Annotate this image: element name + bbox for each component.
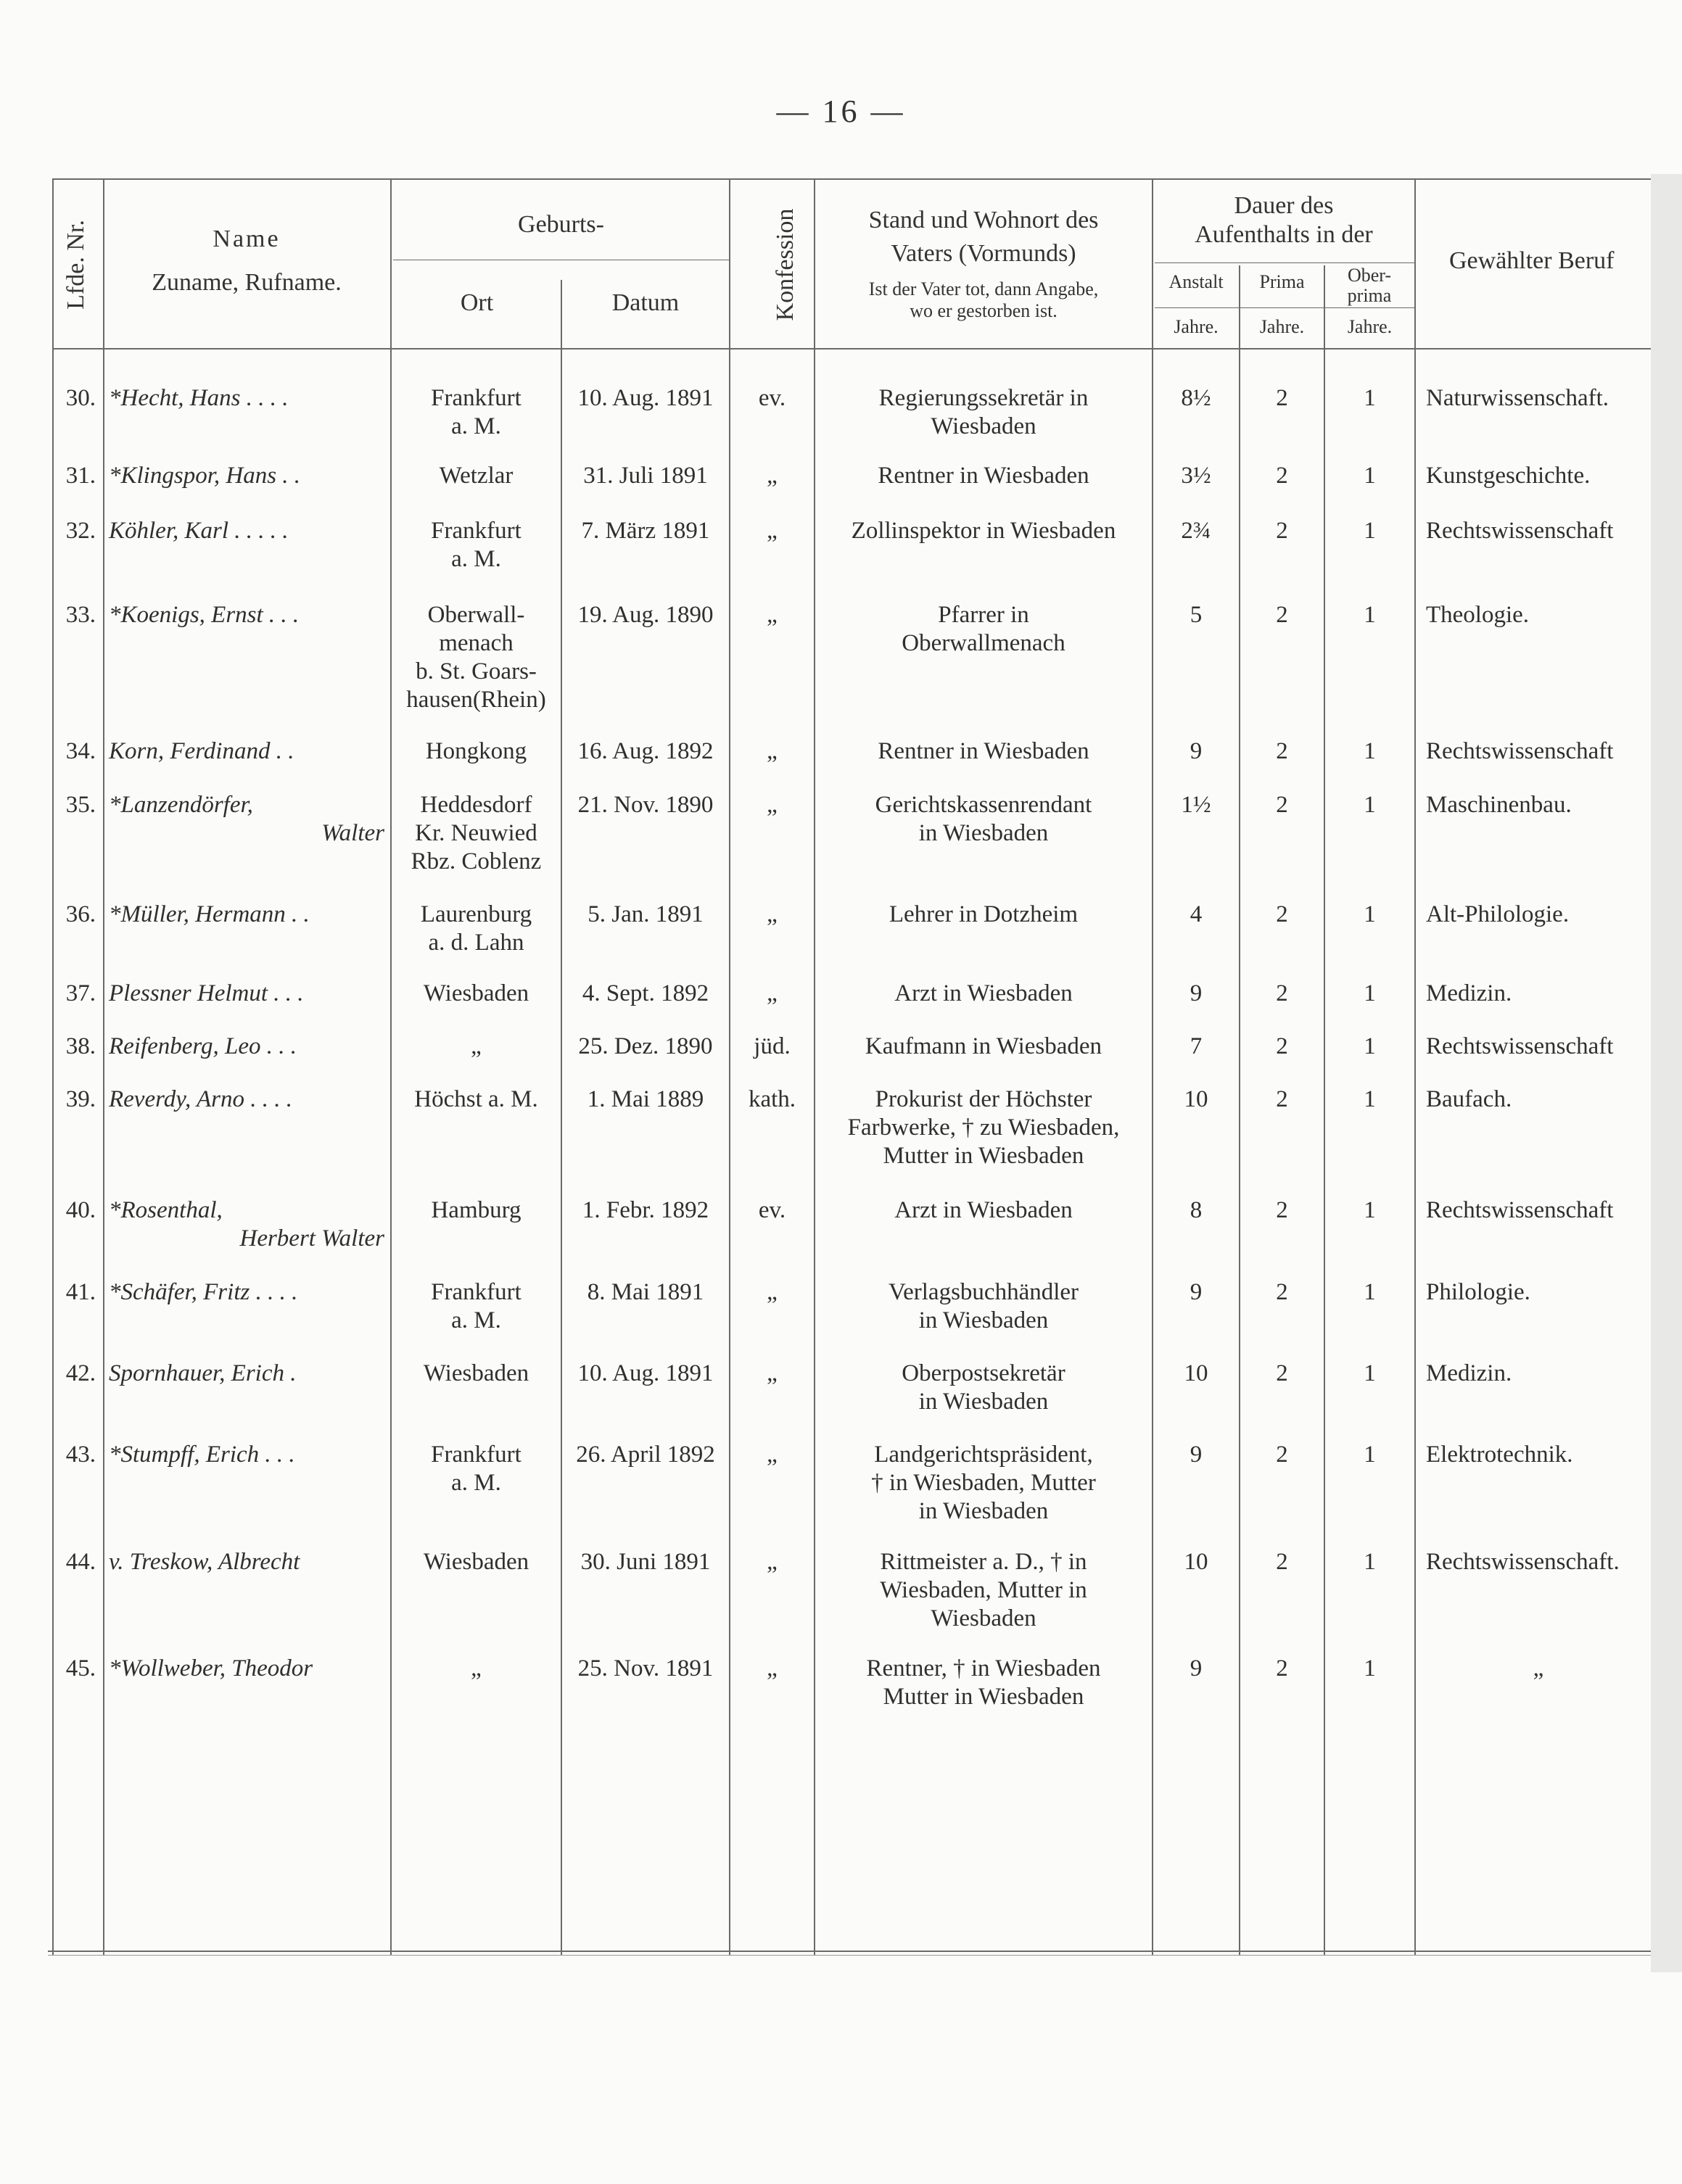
row-37-oberprima: 1 bbox=[1364, 980, 1376, 1006]
row-42-prima: 2 bbox=[1276, 1360, 1288, 1386]
row-45-beruf: „ bbox=[1533, 1655, 1544, 1682]
row-35-konf: „ bbox=[767, 792, 778, 818]
row-35-anstalt: 1½ bbox=[1181, 792, 1211, 818]
row-44-anstalt: 10 bbox=[1184, 1549, 1208, 1575]
row-37-name: Plessner Helmut . . . bbox=[109, 980, 304, 1006]
row-31-stand: Rentner in Wiesbaden bbox=[878, 463, 1089, 489]
row-45-prima: 2 bbox=[1276, 1655, 1288, 1682]
page-number: — 16 — bbox=[776, 94, 906, 129]
row-36-name: *Müller, Hermann . . bbox=[109, 901, 310, 927]
row-31-nr: 31. bbox=[65, 463, 96, 489]
row-41-datum: 8. Mai 1891 bbox=[587, 1279, 704, 1305]
row-41-oberprima: 1 bbox=[1364, 1279, 1376, 1305]
row-33-stand: Pfarrer in Oberwallmenach bbox=[902, 602, 1065, 656]
header-prima: Prima bbox=[1259, 271, 1305, 292]
row-35-prima: 2 bbox=[1276, 792, 1288, 818]
row-34-ort: Hongkong bbox=[425, 738, 527, 764]
row-36-datum: 5. Jan. 1891 bbox=[588, 901, 704, 927]
row-38-konf: jüd. bbox=[754, 1033, 791, 1059]
row-34-nr: 34. bbox=[65, 738, 96, 764]
row-40-prima: 2 bbox=[1276, 1197, 1288, 1223]
row-43-beruf: Elektrotechnik. bbox=[1426, 1441, 1573, 1468]
row-33-anstalt: 5 bbox=[1190, 602, 1203, 628]
row-43-konf: „ bbox=[767, 1441, 778, 1468]
row-42-beruf: Medizin. bbox=[1426, 1360, 1512, 1386]
row-36-nr: 36. bbox=[65, 901, 96, 927]
header-geburts: Geburts- bbox=[518, 211, 604, 238]
row-32-name: Köhler, Karl . . . . . bbox=[109, 518, 289, 544]
row-37-nr: 37. bbox=[65, 980, 96, 1006]
row-35-name: *Lanzendörfer, Walter bbox=[109, 792, 384, 846]
row-41-beruf: Philologie. bbox=[1426, 1279, 1530, 1305]
row-30-stand: Regierungssekretär in Wiesbaden bbox=[878, 385, 1089, 439]
row-35-datum: 21. Nov. 1890 bbox=[577, 792, 714, 818]
row-33-nr: 33. bbox=[65, 602, 96, 628]
row-32-ort: Frankfurt a. M. bbox=[431, 518, 521, 572]
row-37-beruf: Medizin. bbox=[1426, 980, 1512, 1006]
row-41-konf: „ bbox=[767, 1279, 778, 1305]
row-44-datum: 30. Juni 1891 bbox=[580, 1549, 711, 1575]
row-32-oberprima: 1 bbox=[1364, 518, 1376, 544]
header-stand-note-1: Ist der Vater tot, dann Angabe, bbox=[868, 278, 1099, 299]
header-dauer-2: Aufenthalts in der bbox=[1195, 221, 1373, 248]
row-42-name: Spornhauer, Erich . bbox=[109, 1360, 297, 1386]
row-32-prima: 2 bbox=[1276, 518, 1288, 544]
row-38-anstalt: 7 bbox=[1190, 1033, 1203, 1059]
header-beruf: Gewählter Beruf bbox=[1449, 247, 1615, 274]
row-33-name: *Koenigs, Ernst . . . bbox=[109, 602, 300, 628]
row-38-prima: 2 bbox=[1276, 1033, 1288, 1059]
row-34-name: Korn, Ferdinand . . bbox=[109, 738, 294, 764]
row-33-konf: „ bbox=[767, 602, 778, 628]
table-top-rule bbox=[52, 178, 1651, 180]
header-datum: Datum bbox=[611, 289, 680, 316]
row-45-oberprima: 1 bbox=[1364, 1655, 1376, 1682]
row-41-anstalt: 9 bbox=[1190, 1279, 1203, 1305]
row-39-beruf: Baufach. bbox=[1426, 1086, 1512, 1112]
row-38-stand: Kaufmann in Wiesbaden bbox=[865, 1033, 1102, 1059]
row-45-anstalt: 9 bbox=[1190, 1655, 1203, 1682]
header-ort: Ort bbox=[460, 289, 494, 316]
header-stand-2: Vaters (Vormunds) bbox=[891, 240, 1076, 267]
row-33-beruf: Theologie. bbox=[1426, 602, 1530, 628]
row-39-anstalt: 10 bbox=[1184, 1086, 1208, 1112]
page-edge bbox=[1651, 174, 1682, 1972]
row-44-ort: Wiesbaden bbox=[423, 1549, 529, 1575]
row-32-konf: „ bbox=[767, 518, 778, 544]
row-30-datum: 10. Aug. 1891 bbox=[577, 385, 714, 411]
row-30-prima: 2 bbox=[1276, 385, 1288, 411]
row-40-nr: 40. bbox=[65, 1197, 96, 1223]
row-44-nr: 44. bbox=[65, 1549, 96, 1575]
header-name: Name bbox=[213, 226, 281, 252]
row-42-datum: 10. Aug. 1891 bbox=[577, 1360, 714, 1386]
row-41-name: *Schäfer, Fritz . . . . bbox=[109, 1279, 298, 1305]
row-43-stand: Landgerichtspräsident, † in Wiesbaden, Mutter in Wiesbaden bbox=[871, 1441, 1096, 1524]
row-39-prima: 2 bbox=[1276, 1086, 1288, 1112]
row-30-konf: ev. bbox=[758, 385, 786, 411]
row-45-stand: Rentner, † in Wiesbaden Mutter in Wiesbaden bbox=[866, 1655, 1101, 1710]
col-rule-stand bbox=[1152, 178, 1153, 1955]
row-44-beruf: Rechtswissenschaft. bbox=[1426, 1549, 1620, 1575]
row-33-datum: 19. Aug. 1890 bbox=[577, 602, 714, 628]
row-35-nr: 35. bbox=[65, 792, 96, 818]
row-43-oberprima: 1 bbox=[1364, 1441, 1376, 1468]
row-40-datum: 1. Febr. 1892 bbox=[582, 1197, 709, 1223]
row-38-datum: 25. Dez. 1890 bbox=[578, 1033, 713, 1059]
row-40-stand: Arzt in Wiesbaden bbox=[894, 1197, 1073, 1223]
row-34-beruf: Rechtswissenschaft bbox=[1426, 738, 1614, 764]
row-30-anstalt: 8½ bbox=[1181, 385, 1211, 411]
row-32-datum: 7. März 1891 bbox=[581, 518, 710, 544]
row-31-beruf: Kunstgeschichte. bbox=[1426, 463, 1591, 489]
row-37-ort: Wiesbaden bbox=[423, 980, 529, 1006]
row-42-stand: Oberpostsekretär in Wiesbaden bbox=[902, 1360, 1065, 1415]
row-38-beruf: Rechtswissenschaft bbox=[1426, 1033, 1614, 1059]
row-39-oberprima: 1 bbox=[1364, 1086, 1376, 1112]
row-35-ort: Heddesdorf Kr. Neuwied Rbz. Coblenz bbox=[411, 792, 542, 874]
col-rule-datum bbox=[729, 178, 730, 1955]
row-40-name: *Rosenthal, Herbert Walter bbox=[109, 1197, 384, 1252]
dauer-sub-rule bbox=[1155, 262, 1414, 263]
row-34-konf: „ bbox=[767, 738, 778, 764]
row-36-stand: Lehrer in Dotzheim bbox=[889, 901, 1079, 927]
row-40-beruf: Rechtswissenschaft bbox=[1426, 1197, 1614, 1223]
row-39-name: Reverdy, Arno . . . . bbox=[109, 1086, 292, 1112]
row-31-konf: „ bbox=[767, 463, 778, 489]
row-44-prima: 2 bbox=[1276, 1549, 1288, 1575]
row-30-nr: 30. bbox=[65, 385, 96, 411]
row-32-nr: 32. bbox=[65, 518, 96, 544]
row-45-datum: 25. Nov. 1891 bbox=[577, 1655, 714, 1682]
row-39-nr: 39. bbox=[65, 1086, 96, 1112]
row-32-stand: Zollinspektor in Wiesbaden bbox=[851, 518, 1116, 544]
col-rule-oberprima bbox=[1414, 178, 1416, 1955]
row-43-prima: 2 bbox=[1276, 1441, 1288, 1468]
row-39-konf: kath. bbox=[748, 1086, 796, 1112]
row-37-datum: 4. Sept. 1892 bbox=[582, 980, 709, 1006]
row-32-beruf: Rechtswissenschaft bbox=[1426, 518, 1614, 544]
row-43-name: *Stumpff, Erich . . . bbox=[109, 1441, 295, 1468]
row-31-ort: Wetzlar bbox=[439, 463, 514, 489]
row-35-oberprima: 1 bbox=[1364, 792, 1376, 818]
col-rule-left bbox=[52, 178, 54, 1955]
row-45-name: *Wollweber, Theodor bbox=[109, 1655, 313, 1682]
row-43-nr: 43. bbox=[65, 1441, 96, 1468]
row-36-prima: 2 bbox=[1276, 901, 1288, 927]
col-rule-nr bbox=[103, 178, 104, 1955]
row-37-konf: „ bbox=[767, 980, 778, 1006]
header-oberprima: Ober-prima bbox=[1347, 265, 1392, 306]
row-45-konf: „ bbox=[767, 1655, 778, 1682]
row-44-name: v. Treskow, Albrecht bbox=[109, 1549, 300, 1575]
header-konfession: Konfession bbox=[772, 208, 799, 321]
header-stand-1: Stand und Wohnort des bbox=[868, 207, 1099, 233]
header-dauer-1: Dauer des bbox=[1234, 192, 1334, 219]
row-38-oberprima: 1 bbox=[1364, 1033, 1376, 1059]
row-34-datum: 16. Aug. 1892 bbox=[577, 738, 714, 764]
row-40-konf: ev. bbox=[758, 1197, 786, 1223]
row-42-oberprima: 1 bbox=[1364, 1360, 1376, 1386]
row-43-datum: 26. April 1892 bbox=[576, 1441, 715, 1468]
row-45-nr: 45. bbox=[65, 1655, 96, 1682]
row-36-ort: Laurenburg a. d. Lahn bbox=[420, 901, 532, 956]
row-40-oberprima: 1 bbox=[1364, 1197, 1376, 1223]
header-bottom-rule bbox=[52, 348, 1651, 349]
row-41-ort: Frankfurt a. M. bbox=[431, 1279, 521, 1333]
col-rule-name bbox=[390, 178, 392, 1955]
row-43-anstalt: 9 bbox=[1190, 1441, 1203, 1468]
row-39-datum: 1. Mai 1889 bbox=[587, 1086, 704, 1112]
table-bottom-rule-2 bbox=[48, 1955, 1651, 1956]
row-34-anstalt: 9 bbox=[1190, 738, 1203, 764]
row-42-ort: Wiesbaden bbox=[423, 1360, 529, 1386]
row-34-prima: 2 bbox=[1276, 738, 1288, 764]
row-38-ort: „ bbox=[471, 1033, 482, 1059]
row-41-stand: Verlagsbuchhändler in Wiesbaden bbox=[888, 1279, 1079, 1333]
row-36-oberprima: 1 bbox=[1364, 901, 1376, 927]
row-30-oberprima: 1 bbox=[1364, 385, 1376, 411]
row-35-stand: Gerichtskassenrendant in Wiesbaden bbox=[875, 792, 1092, 846]
header-jahre-prima: Jahre. bbox=[1259, 316, 1305, 337]
row-34-oberprima: 1 bbox=[1364, 738, 1376, 764]
row-30-beruf: Naturwissenschaft. bbox=[1426, 385, 1609, 411]
row-44-oberprima: 1 bbox=[1364, 1549, 1376, 1575]
row-42-nr: 42. bbox=[65, 1360, 96, 1386]
row-31-datum: 31. Juli 1891 bbox=[583, 463, 708, 489]
header-zuname-rufname: Zuname, Rufname. bbox=[152, 269, 342, 296]
row-40-ort: Hamburg bbox=[431, 1197, 521, 1223]
jahre-sub-rule bbox=[1155, 307, 1414, 308]
row-44-stand: Rittmeister a. D., † in Wiesbaden, Mutter in Wiesbaden bbox=[880, 1549, 1087, 1631]
row-31-anstalt: 3½ bbox=[1181, 463, 1211, 489]
row-31-prima: 2 bbox=[1276, 463, 1288, 489]
row-39-stand: Prokurist der Höchster Farbwerke, † zu Wiesbaden, Mutter in Wiesbaden bbox=[847, 1086, 1120, 1169]
header-jahre-oberprima: Jahre. bbox=[1347, 316, 1393, 337]
row-31-oberprima: 1 bbox=[1364, 463, 1376, 489]
row-31-name: *Klingspor, Hans . . bbox=[109, 463, 301, 489]
row-36-beruf: Alt-Philologie. bbox=[1426, 901, 1570, 927]
header-lfde-nr: Lfde. Nr. bbox=[62, 220, 89, 310]
row-37-prima: 2 bbox=[1276, 980, 1288, 1006]
row-38-nr: 38. bbox=[65, 1033, 96, 1059]
row-36-anstalt: 4 bbox=[1190, 901, 1203, 927]
row-38-name: Reifenberg, Leo . . . bbox=[109, 1033, 297, 1059]
row-39-ort: Höchst a. M. bbox=[414, 1086, 538, 1112]
row-33-prima: 2 bbox=[1276, 602, 1288, 628]
header-anstalt: Anstalt bbox=[1168, 271, 1224, 292]
row-41-prima: 2 bbox=[1276, 1279, 1288, 1305]
row-30-name: *Hecht, Hans . . . . bbox=[109, 385, 289, 411]
row-32-anstalt: 2¾ bbox=[1181, 518, 1211, 544]
row-42-anstalt: 10 bbox=[1184, 1360, 1208, 1386]
row-35-beruf: Maschinenbau. bbox=[1426, 792, 1572, 818]
row-30-ort: Frankfurt a. M. bbox=[431, 385, 521, 439]
row-40-anstalt: 8 bbox=[1190, 1197, 1203, 1223]
header-stand-note-2: wo er gestorben ist. bbox=[910, 300, 1058, 321]
row-36-konf: „ bbox=[767, 901, 778, 927]
row-42-konf: „ bbox=[767, 1360, 778, 1386]
row-37-stand: Arzt in Wiesbaden bbox=[894, 980, 1073, 1006]
table-bottom-rule bbox=[48, 1951, 1651, 1952]
row-37-anstalt: 9 bbox=[1190, 980, 1203, 1006]
row-45-ort: „ bbox=[471, 1655, 482, 1682]
row-43-ort: Frankfurt a. M. bbox=[431, 1441, 521, 1496]
row-41-nr: 41. bbox=[65, 1279, 96, 1305]
header-jahre-anstalt: Jahre. bbox=[1174, 316, 1219, 337]
row-33-ort: Oberwall- menach b. St. Goars- hausen(Rhein) bbox=[406, 602, 546, 713]
row-44-konf: „ bbox=[767, 1549, 778, 1575]
row-33-oberprima: 1 bbox=[1364, 602, 1376, 628]
row-34-stand: Rentner in Wiesbaden bbox=[878, 738, 1089, 764]
